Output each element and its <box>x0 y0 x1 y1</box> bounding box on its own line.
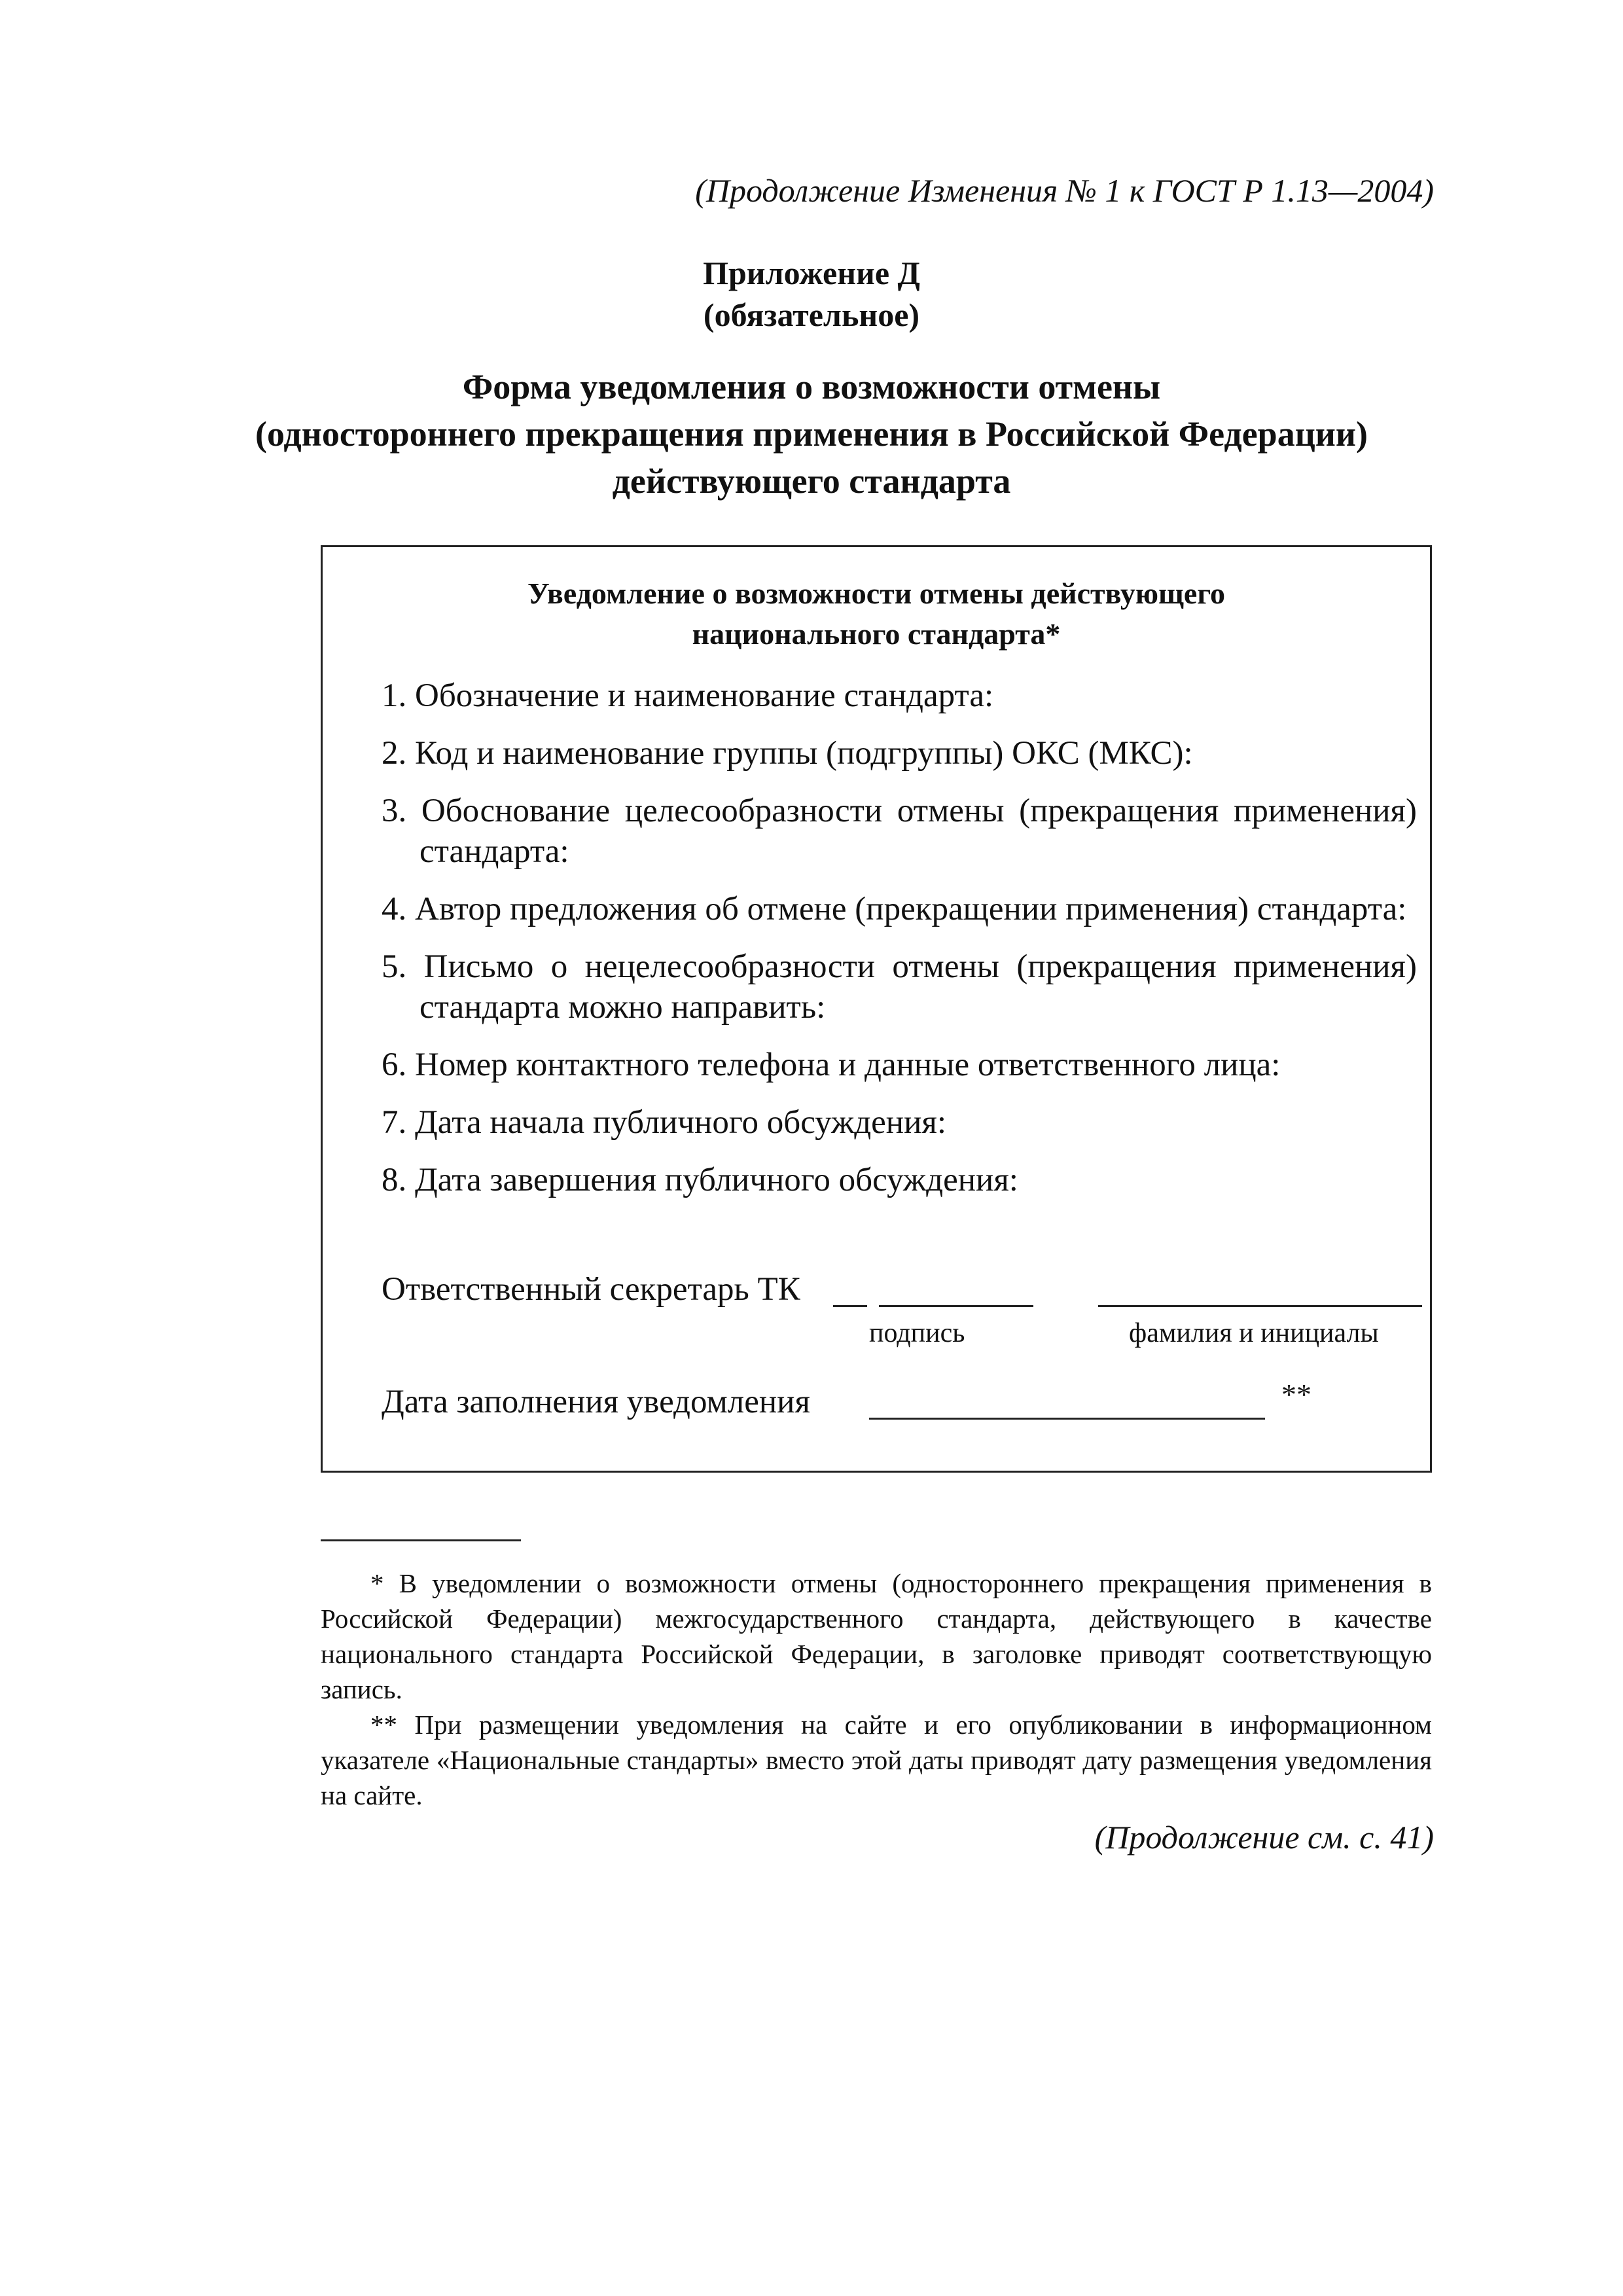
footnote: ** При размещении уведомления на сайте и его опубликовании в информационном указателе «Национальные стандарты» вместо этой даты приводят дату размещения уведомления на сайте. <box>321 1710 1432 1810</box>
notice-item: 7. Дата начала публичного обсуждения: <box>382 1104 947 1141</box>
notice-title-line-2: национального стандарта* <box>692 617 1061 651</box>
notice-item: 1. Обозначение и наименование стандарта: <box>382 677 994 714</box>
form-title-line-2: (одностороннего прекращения применения в Российской Федерации) <box>255 414 1368 454</box>
notice-items-list <box>382 675 1417 1217</box>
footnote: * В уведомлении о возможности отмены (одностороннего прекращения применения в Российской Федерации) межгосударственного стандарта, действующего в качестве национального стандарта Российской Федерации, в заголовке приводят соответствующую запись. <box>321 1568 1432 1704</box>
date-footnote-mark: ** <box>1281 1378 1311 1411</box>
footnotes <box>321 1566 1432 1813</box>
notice-item: 2. Код и наименование группы (подгруппы) ОКС (МКС): <box>382 735 1193 772</box>
appendix-status: (обязательное) <box>703 296 920 333</box>
notice-item: 3. Обоснование целесообразности отмены (прекращения применения) стандарта: <box>382 793 1417 870</box>
signature-caption: подпись <box>869 1318 965 1348</box>
form-title-line-1: Форма уведомления о возможности отмены <box>462 367 1161 406</box>
form-title-line-3: действующего стандарта <box>612 461 1011 501</box>
date-label: Дата заполнения уведомления <box>382 1384 810 1420</box>
signature-line <box>879 1305 1033 1307</box>
name-caption: фамилия и инициалы <box>1129 1318 1379 1348</box>
date-line <box>869 1418 1265 1420</box>
form-title <box>0 363 1623 505</box>
notice-item: 6. Номер контактного телефона и данные ответственного лица: <box>382 1047 1281 1083</box>
secretary-blank-short <box>833 1305 867 1307</box>
notice-form-frame <box>321 545 1432 1473</box>
notice-title <box>323 573 1430 655</box>
notice-item: 4. Автор предложения об отмене (прекращении применения) стандарта: <box>382 891 1407 927</box>
footnote-separator <box>321 1539 521 1541</box>
appendix-heading <box>0 252 1623 336</box>
running-head: (Продолжение Изменения № 1 к ГОСТ Р 1.13—2004) <box>695 172 1434 209</box>
secretary-label: Ответственный секретарь ТК <box>382 1271 800 1308</box>
appendix-title: Приложение Д <box>703 255 920 291</box>
notice-item: 5. Письмо о нецелесообразности отмены (прекращения применения) стандарта можно направить: <box>382 948 1417 1026</box>
notice-title-line-1: Уведомление о возможности отмены действующего <box>527 577 1226 610</box>
continued-note: (Продолжение см. с. 41) <box>1094 1819 1434 1856</box>
notice-item: 8. Дата завершения публичного обсуждения: <box>382 1162 1018 1198</box>
name-line <box>1098 1305 1422 1307</box>
